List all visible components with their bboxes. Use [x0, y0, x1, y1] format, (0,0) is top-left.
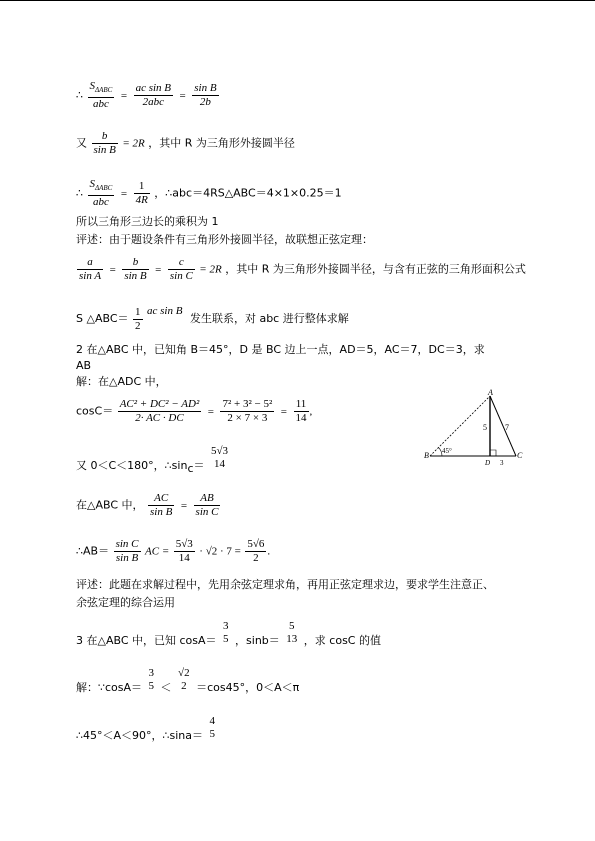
fraction: $\frac{5√3}{14}$ — [175, 538, 193, 564]
conclusion-line: 所以三角形三边长的乘积为 1 — [76, 215, 219, 228]
AB-result: ∴AB＝ $\frac{\text{sin C}}{\text{sin B}}$ AC = $\frac{5√3}{14}$ · √2 · 7 = $\frac{5√6}{2}$ . — [76, 538, 271, 564]
formula-area: S △ABC＝ $\frac{1}{2}$ ac sin B 发生联系，对 abc 进行整体求解 — [76, 305, 349, 332]
fraction: $\frac{AB}{\text{sin C}}$ — [195, 492, 219, 518]
label-AC: 7 — [505, 423, 509, 432]
label-A: A — [488, 388, 493, 397]
formula-sine-law: 又 $\frac{b}{\text{sin B}}$ = 2R ，其中 R 为三角形外接圆半径 — [76, 130, 295, 156]
fraction: 4 5 — [209, 715, 216, 740]
sinA-line: ∴45°＜A＜90°，∴sina＝ 4 5 — [76, 715, 216, 742]
sinC-line: 又 0＜C＜180°，∴sinc＝ 5√3 14 — [76, 445, 229, 475]
formula-sine-law-full: $\frac{a}{\text{sin A}}$ = $\frac{b}{\text{sin B}}$ = $\frac{c}{\text{sin C}}$ = 2R ，其中 R 为三角形外接圆半径，与含有正弦的三角形面积公式 — [79, 256, 526, 282]
fraction: $\frac{c}{\text{sin C}}$ — [169, 256, 193, 282]
fraction: 3 5 — [148, 667, 155, 692]
problem-3: 3 在△ABC 中，已知 cosA＝ 3 5 ，sinb＝ 5 13 ，求 cosC 的值 — [76, 620, 381, 647]
triangle-diagram — [420, 388, 530, 468]
fraction: $\frac{a}{\text{sin A}}$ — [79, 256, 102, 282]
sine-law-abc: 在△ABC 中， $\frac{AC}{\text{sin B}}$ = $\frac{AB}{\text{sin C}}$ — [76, 492, 219, 518]
fraction: √2 2 — [178, 667, 190, 692]
solution-3: 解：∵cosA＝ 3 5 ＜ √2 2 ＝cos45°，0＜A＜π — [76, 667, 300, 694]
side-AB — [430, 396, 490, 456]
fraction: $\frac{\text{AC² + DC² − AD²}}{2\cdot AC \cdot DC}$ — [119, 398, 200, 424]
fraction: $\frac{AC}{\text{sin B}}$ — [150, 492, 173, 518]
fraction: 3 5 — [223, 620, 229, 645]
fraction: $\frac{b}{\text{sin B}}$ — [124, 256, 147, 282]
side-AC — [490, 396, 516, 456]
label-B: B — [424, 451, 429, 460]
solution-start: 解：在△ADC 中， — [76, 375, 167, 388]
fraction: $\frac{\text{sin C}}{\text{sin B}}$ — [115, 538, 139, 564]
comment-2: 评述：此题在求解过程中，先用余弦定理求角，再用正弦定理求边，要求学生注意正、 — [76, 578, 494, 591]
fraction: $\frac{1}{2}$ — [135, 305, 141, 332]
label-DC: 3 — [500, 459, 504, 467]
problem-2-cont: AB — [76, 359, 92, 372]
fraction: 5√3 14 — [211, 445, 229, 470]
comment-line: 评述：由于题设条件有三角形外接圆半径，故联想正弦定理： — [76, 233, 373, 246]
fraction: $\frac{S_{\Delta ABC}}{\text{abc}}$ — [89, 80, 113, 110]
fraction: $\frac{\text{7² + 3² − 5²}}{2 \times 7 \times 3}$ — [222, 398, 273, 424]
comment-2-cont: 余弦定理的综合运用 — [76, 596, 175, 609]
formula-area-ratio: ∴ $\frac{S_{\Delta ABC}}{\text{abc}}$ = $\frac{\text{ac sin B}}{\text{2abc}}$ = $\frac{\text{sin B}}{2b}$ — [76, 80, 217, 110]
fraction: $\frac{\text{ac sin B}}{\text{2abc}}$ — [135, 82, 172, 108]
label-C: C — [517, 451, 523, 460]
fraction: $\frac{b}{\text{sin B}}$ — [93, 130, 116, 156]
fraction: $\frac{\text{sin B}}{2b}$ — [194, 82, 217, 108]
formula-abc-product: ∴ $\frac{S_{\Delta ABC}}{\text{abc}}$ = $\frac{1}{4R}$ ，∴abc＝4RS△ABC＝4×1×0.25＝1 — [76, 178, 342, 208]
label-AD: 5 — [483, 423, 487, 432]
top-rule — [0, 0, 595, 1]
formula-cosC: cosC＝ $\frac{\text{AC² + DC² − AD²}}{2\cdot AC \cdot DC}$ = $\frac{\text{7² + 3² − 5²}}{2 \times 7 \times 3}$ = $\frac{11}{14}$ , — [76, 398, 313, 424]
fraction: $\frac{1}{4R}$ — [135, 180, 148, 206]
problem-2: 2 在△ABC 中，已知角 B＝45°，D 是 BC 边上一点，AD＝5，AC＝7，DC＝3，求 — [76, 343, 485, 356]
label-angle: 45° — [442, 447, 452, 455]
fraction: $\frac{11}{14}$ — [295, 398, 307, 424]
fraction: $\frac{S_{\Delta ABC}}{\text{abc}}$ — [89, 178, 113, 208]
right-angle-mark — [490, 450, 496, 456]
fraction: $\frac{5√6}{2}$ — [247, 538, 265, 564]
label-D: D — [485, 459, 491, 467]
fraction: 5 13 — [286, 620, 298, 645]
